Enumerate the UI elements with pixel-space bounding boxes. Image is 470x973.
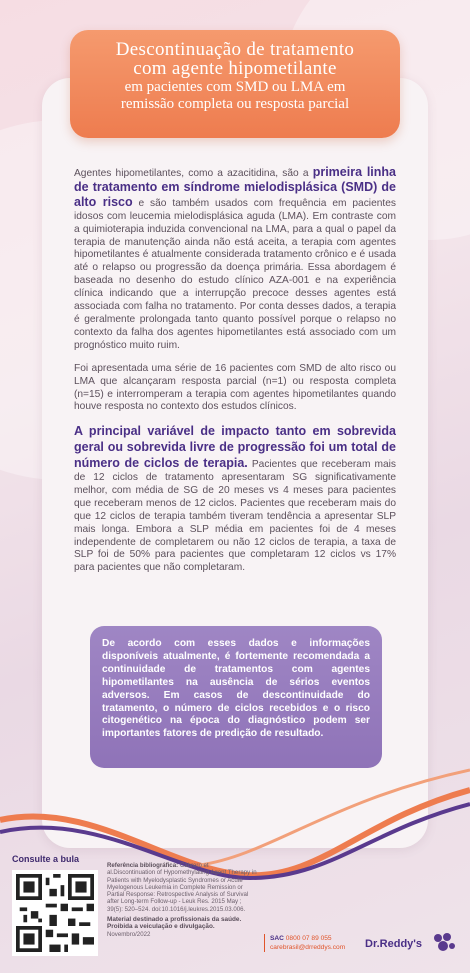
reference-label: Referência bibliográfica: xyxy=(107,862,179,869)
qr-label: Consulte a bula xyxy=(12,854,80,864)
bibliographic-reference xyxy=(107,862,257,938)
paragraph-1-highlight: primeira linha de tratamento em síndrome mielodisplásica (SMD) de alto risco xyxy=(74,165,396,209)
qr-code-icon xyxy=(16,874,94,952)
sac-phone[interactable]: 0800 07 89 055 xyxy=(285,935,332,942)
recommendation-callout xyxy=(90,626,382,768)
paragraph-3-highlight: A principal variável de impacto tanto em sobrevida geral ou sobrevida livre de progressão foi um total de número de ciclos de terapia. xyxy=(74,424,396,471)
publication-date: Novembro/2022 xyxy=(107,930,151,938)
footer xyxy=(0,848,470,973)
material-notice: Material destinado a profissionais da saúde. Proibida a veiculação e divulgação. xyxy=(107,916,242,931)
title-banner xyxy=(70,30,400,138)
paragraph-2: Foi apresentada uma série de 16 pacientes com SMD de alto risco ou LMA que alcançaram resposta parcial (n=1) ou resposta completa (n=15) e interromperam a terapia com agentes hipometilantes quando houve resposta no contexto dos estudos clínicos. xyxy=(74,362,396,413)
qr-code[interactable] xyxy=(12,870,98,956)
paragraph-1-intro: Agentes hipometilantes, como a azacitidina, são a xyxy=(74,168,313,179)
subtitle-line-1: em pacientes com SMD ou LMA em xyxy=(124,79,346,95)
sac-label: SAC xyxy=(270,935,284,942)
sac-contact xyxy=(264,934,345,952)
paragraph-1-text: e são também usados com frequência em pacientes idosos com leucemia mielodisplásica aguda (LMA). Em contraste com a quimioterapia induzida convencional na LMA, para a qual o papel da terapia de manutenção ainda não está aceita, a terapia com agentes hipometilantes é atualmente considerada tratamento crônico e é usada até o relapso ou progressão da doença primária. Essa abordagem é baseada no desenho do estudo clínico AZA-001 e na experiência clínica indicando que a interrupção precoce desses agentes está associada com falha no tratamento. Por conta desses dados, a terapia é geralmente prolongada tanto quanto possível porque o relapso no contexto da falha dos agentes hipometilantes está associado com um prognóstico muito ruim. xyxy=(74,197,396,351)
subtitle-line-2: remissão completa ou resposta parcial xyxy=(120,96,350,112)
reference-text: Cabrero et al.Discontinuation of Hypomethylating Agent Therapy in Patients with Myelodysplastic Syndromes or Acute Myelogenous Leukemia in Complete Remission or Partial Response: Retrospective Analysis of Survival after Long-term Follow-up - Leuk Res. 2015 May ; 39(5): 520–524. doi:10.1016/j.leukres.2015.03.006. xyxy=(107,862,257,913)
title-line-1: Descontinuação de tratamento xyxy=(115,39,355,60)
callout-text: De acordo com esses dados e informações disponíveis atualmente, é fortemente recomendada a continuidade de tratamentos com agentes hipometilantes na ausência de sérios eventos adversos. Em casos de descontinuidade do tratamento, o número de ciclos recebidos e o risco citogenético na época do diagnóstico podem ser importantes fatores de predição de resultado. xyxy=(102,638,370,740)
brand-logo-icon xyxy=(432,932,456,954)
sac-email[interactable]: carebrasil@drreddys.com xyxy=(270,944,346,951)
brand-logo: Dr.Reddy's xyxy=(365,938,423,950)
paragraph-3 xyxy=(74,424,396,575)
title-line-2: com agente hipometilante xyxy=(133,58,337,79)
paragraph-1 xyxy=(74,166,396,353)
paragraph-3-text: Pacientes que receberam mais de 12 ciclos de tratamento apresentaram SG significativamente melhor, com média de SG de 20 meses vs 4 meses para pacientes que receberam menos de 12 ciclos. Pacientes que receberam mais do que 12 ciclos de terapia também tiveram tendência a apresentar SLP mais longa. Embora a SLP média em pacientes foi de 4 meses independente de completarem ou não 12 ciclos de terapia, a taxa de SLP foi de 50% para pacientes que completaram 12 ciclos vs 17% para pacientes que não completaram. xyxy=(74,459,397,574)
article-body xyxy=(74,166,396,585)
